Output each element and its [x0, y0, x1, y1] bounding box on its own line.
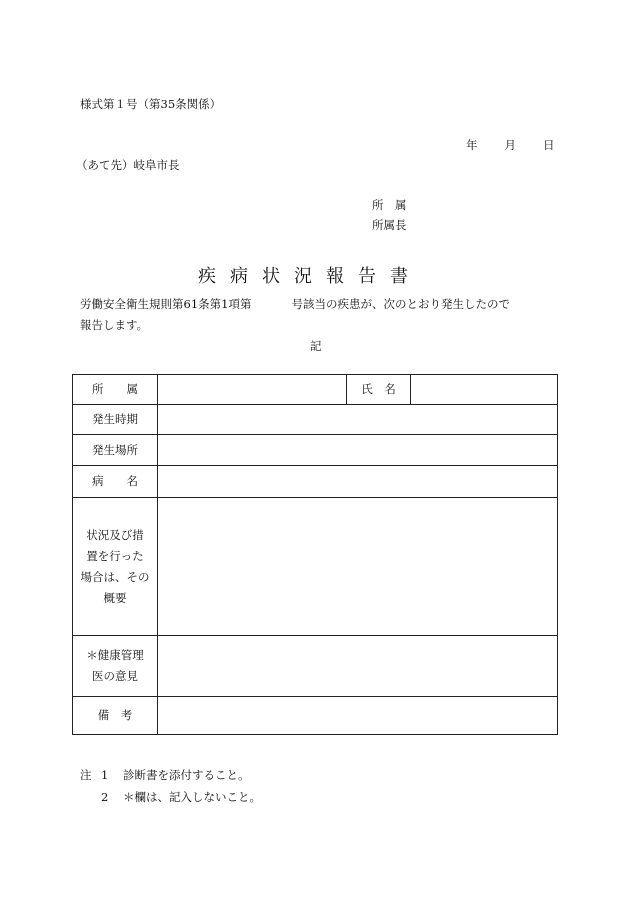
report-table [72, 374, 558, 735]
body-line-1-before: 労働安全衛生規則第61条第1項第 [80, 297, 252, 311]
doctor-opinion-label-cell [73, 636, 158, 697]
body-line-1 [80, 296, 510, 312]
row-onset-time [73, 405, 558, 435]
situation-label-line-1: 状況及び措 [86, 527, 144, 542]
affiliation-field[interactable] [158, 375, 347, 405]
situation-label-cell [73, 498, 158, 636]
ki-heading: 記 [310, 339, 322, 353]
note-item-1 [80, 767, 250, 783]
disease-label-cell: 病 名 [73, 466, 158, 498]
doctor-opinion-label-line-2: 医の意見 [92, 669, 138, 683]
onset-place-label-cell: 発生場所 [73, 435, 158, 466]
situation-field[interactable] [158, 498, 558, 636]
situation-label-line-4: 概要 [103, 590, 127, 605]
situation-label-line-2: 置を行った [86, 548, 144, 563]
onset-place-field[interactable] [158, 435, 558, 466]
note-item-2 [101, 789, 261, 805]
body-line-1-after: 号該当の疾患が、次のとおり発生したので [291, 297, 510, 311]
disease-field[interactable] [158, 466, 558, 498]
onset-time-label-cell: 発生時期 [73, 405, 158, 435]
affiliation-label: 所 属 [372, 198, 407, 212]
note-number: 2 [101, 790, 109, 804]
remarks-label-cell: 備 考 [73, 697, 158, 735]
name-label-cell: 氏 名 [347, 375, 411, 405]
note-text: 診断書を添付すること。 [123, 768, 250, 782]
day-label: 日 [543, 138, 555, 152]
note-prefix: 注 [80, 768, 92, 782]
addressee: （あて先）岐阜市長 [76, 158, 180, 172]
row-disease [73, 466, 558, 498]
row-doctor-opinion [73, 636, 558, 697]
onset-time-field[interactable] [158, 405, 558, 435]
form-reference: 様式第１号（第35条関係） [80, 97, 222, 111]
year-label: 年 [466, 138, 478, 152]
affiliation-label-cell: 所 属 [73, 375, 158, 405]
note-number: 1 [101, 768, 109, 782]
doctor-opinion-label-line-1: ＊健康管理 [86, 648, 144, 662]
situation-label-line-3: 場合は、その [80, 569, 150, 584]
date-line [466, 137, 555, 153]
name-field[interactable] [411, 375, 558, 405]
note-text: ＊欄は、記入しないこと。 [123, 790, 261, 804]
document-title: 疾病状況報告書 [198, 266, 422, 287]
row-affiliation [73, 375, 558, 405]
row-situation [73, 498, 558, 636]
row-remarks [73, 697, 558, 735]
month-label: 月 [504, 138, 516, 152]
affiliation-head-label: 所属長 [372, 218, 407, 232]
remarks-field[interactable] [158, 697, 558, 735]
doctor-opinion-field[interactable] [158, 636, 558, 697]
body-line-2: 報告します。 [80, 318, 149, 332]
row-onset-place [73, 435, 558, 466]
